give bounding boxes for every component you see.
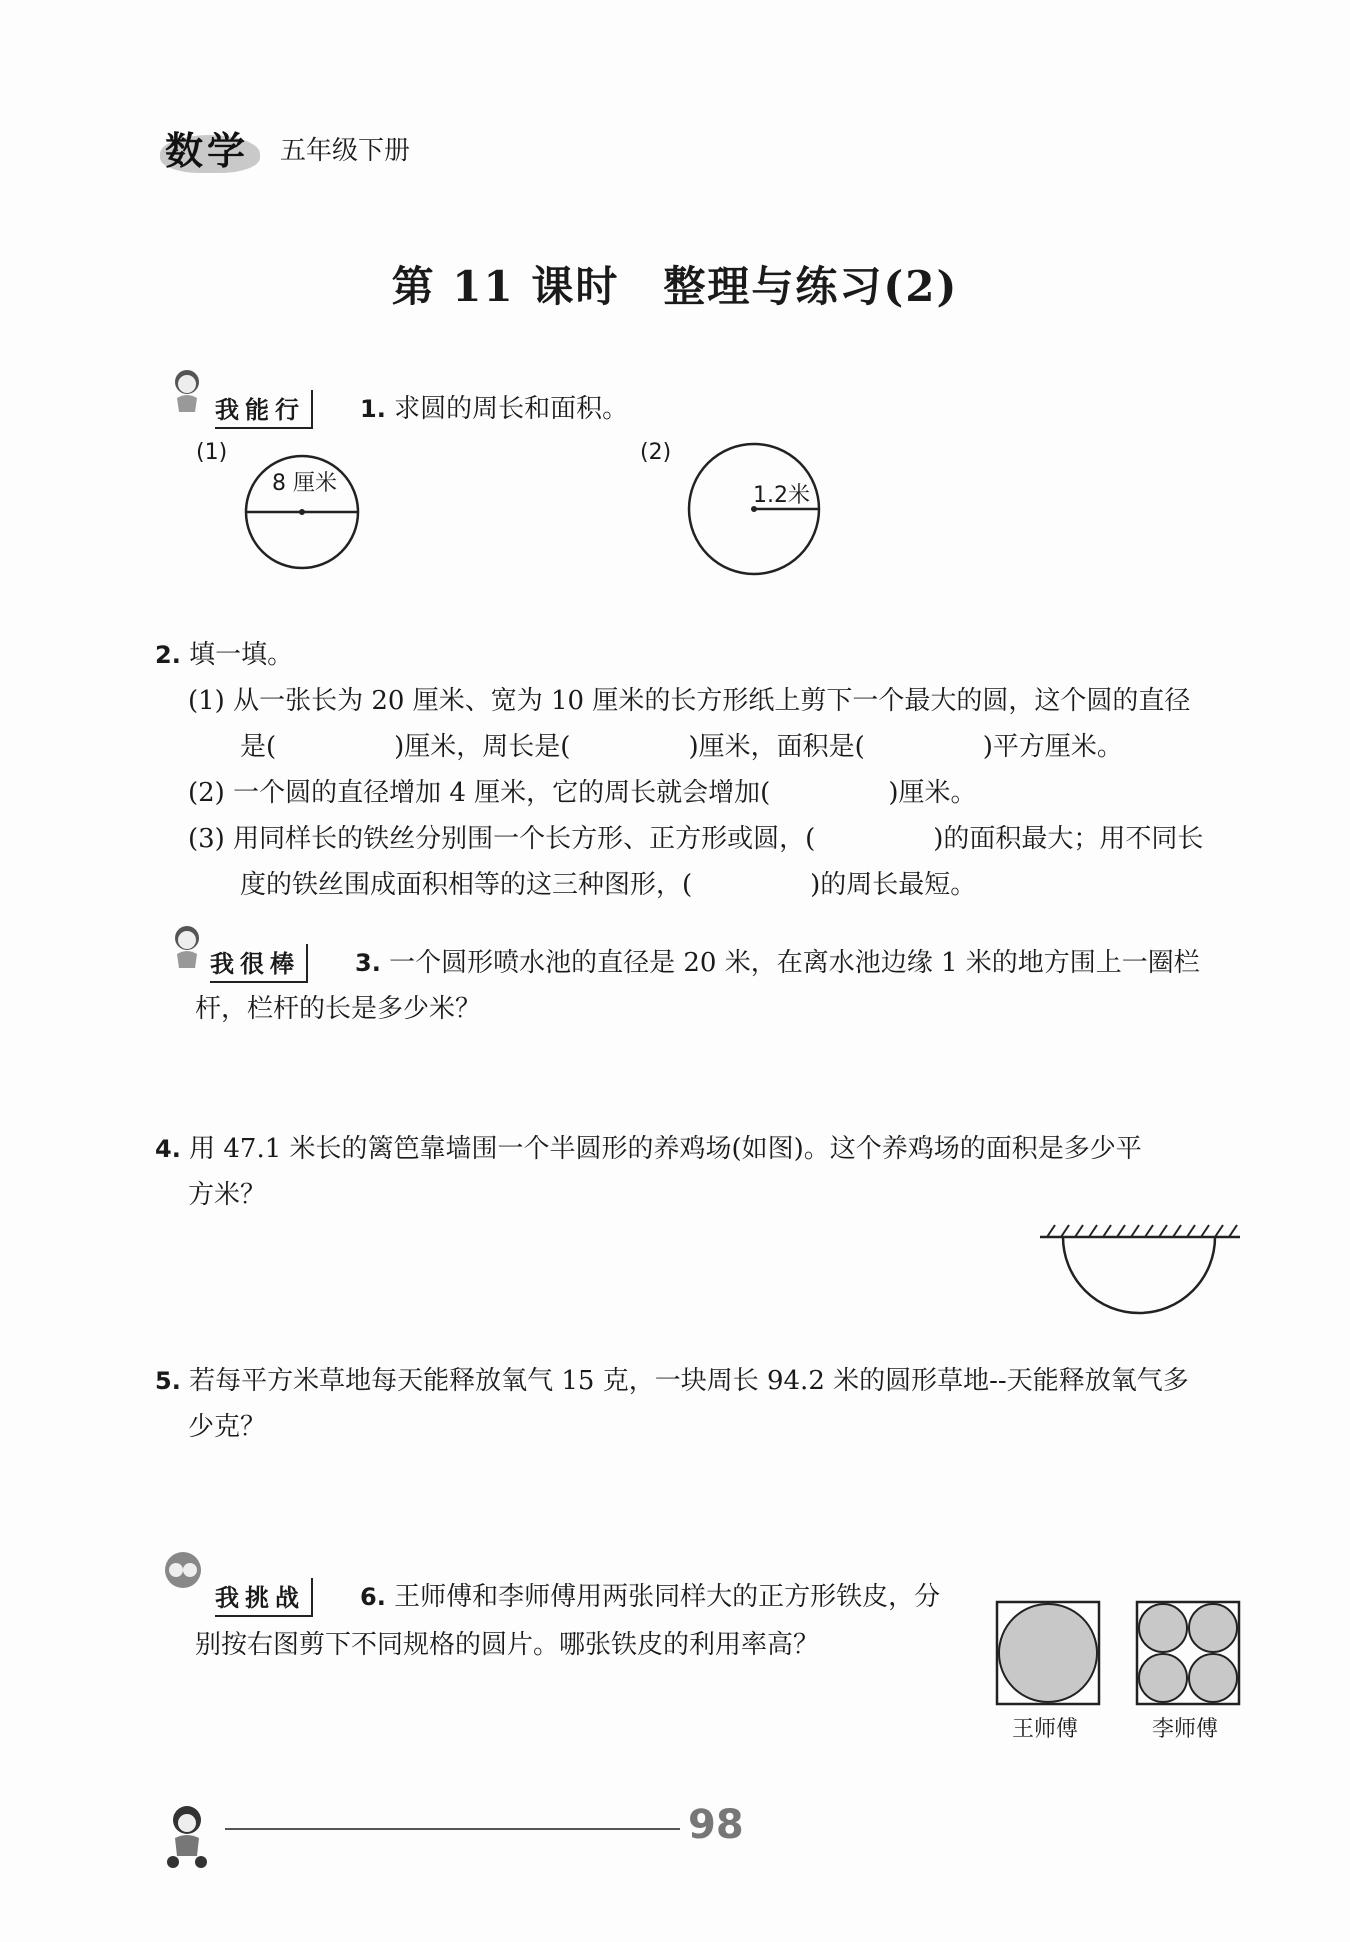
q2-1-part-a: 是(	[240, 732, 277, 762]
li-square-figure	[1135, 1600, 1241, 1706]
caption-wang: 王师傅	[1012, 1717, 1079, 1742]
page-number: 98	[688, 1802, 744, 1848]
q2-2-part-b: )厘米。	[888, 778, 977, 808]
q2-1-line1: 从一张长为 20 厘米、宽为 10 厘米的长方形纸上剪下一个最大的圆，这个圆的直径	[233, 686, 1191, 716]
q2-3-label: (3)	[188, 824, 225, 854]
footer-mascot-icon	[155, 1800, 225, 1870]
q2-number: 2.	[155, 641, 181, 669]
caption-li: 李师傅	[1152, 1717, 1219, 1742]
q2-1-part-b: )厘米，周长是(	[394, 732, 571, 762]
q2-1-part-c: )厘米，面积是(	[688, 732, 865, 762]
q5-line1: 若每平方米草地每天能释放氧气 15 克，一块周长 94.2 米的圆形草地--天能释放氧气多	[189, 1366, 1189, 1396]
q6-line2: 别按右图剪下不同规格的圆片。哪张铁皮的利用率高？	[195, 1630, 820, 1660]
q1-fig1-dimension: 8 厘米	[272, 471, 337, 496]
q4-number: 4.	[155, 1135, 181, 1163]
q3-line1: 一个圆形喷水池的直径是 20 米，在离水池边缘 1 米的地方围上一圈栏	[389, 948, 1200, 978]
q4-line1: 用 47.1 米长的篱笆靠墙围一个半圆形的养鸡场(如图)。这个养鸡场的面积是多少平	[189, 1134, 1142, 1164]
q2-3-part-d: )的周长最短。	[810, 870, 977, 900]
q2-3-part-b: )的面积最大；用不同长	[933, 824, 1204, 854]
q3-line2: 杆，栏杆的长是多少米？	[195, 994, 482, 1024]
page-title: 第 11 课时 整理与练习(2)	[391, 262, 959, 311]
q1-fig2-label: (2)	[640, 440, 672, 465]
badge-wo-hen-bang: 我很棒	[210, 944, 308, 983]
q6-number: 6.	[360, 1583, 386, 1611]
q2-3-part-a: 用同样长的铁丝分别围一个长方形、正方形或圆，(	[233, 824, 816, 854]
grade-label: 五年级下册	[280, 136, 411, 166]
q2-1-label: (1)	[188, 686, 225, 716]
q6-line1: 王师傅和李师傅用两张同样大的正方形铁皮，分	[394, 1582, 941, 1612]
semicircle-wall-figure	[1035, 1215, 1245, 1330]
mascot-icon	[158, 1548, 208, 1598]
mascot-icon	[162, 920, 212, 970]
mascot-icon	[162, 364, 212, 414]
q5-line2: 少克？	[188, 1412, 267, 1442]
q2-text: 填一填。	[189, 640, 294, 670]
q2-1-part-d: )平方厘米。	[982, 732, 1123, 762]
q5-number: 5.	[155, 1367, 181, 1395]
q1-text: 求圆的周长和面积。	[394, 394, 629, 424]
wang-square-figure	[995, 1600, 1101, 1706]
q1-number: 1.	[360, 395, 386, 423]
badge-wo-tiao-zhan: 我挑战	[215, 1578, 313, 1617]
circle-radius-figure	[685, 440, 825, 580]
q1-fig1-label: (1)	[196, 440, 228, 465]
subject-label: 数学	[165, 129, 250, 173]
q3-number: 3.	[355, 949, 381, 977]
q2-2-label: (2)	[188, 778, 225, 808]
q2-3-part-c: 度的铁丝围成面积相等的这三种图形，(	[240, 870, 693, 900]
q2-2-part-a: 一个圆的直径增加 4 厘米，它的周长就会增加(	[233, 778, 771, 808]
badge-wo-neng-xing: 我能行	[215, 390, 313, 429]
q1-fig2-dimension: 1.2米	[753, 483, 810, 508]
footer-rule	[225, 1828, 680, 1830]
q4-line2: 方米？	[188, 1180, 267, 1210]
